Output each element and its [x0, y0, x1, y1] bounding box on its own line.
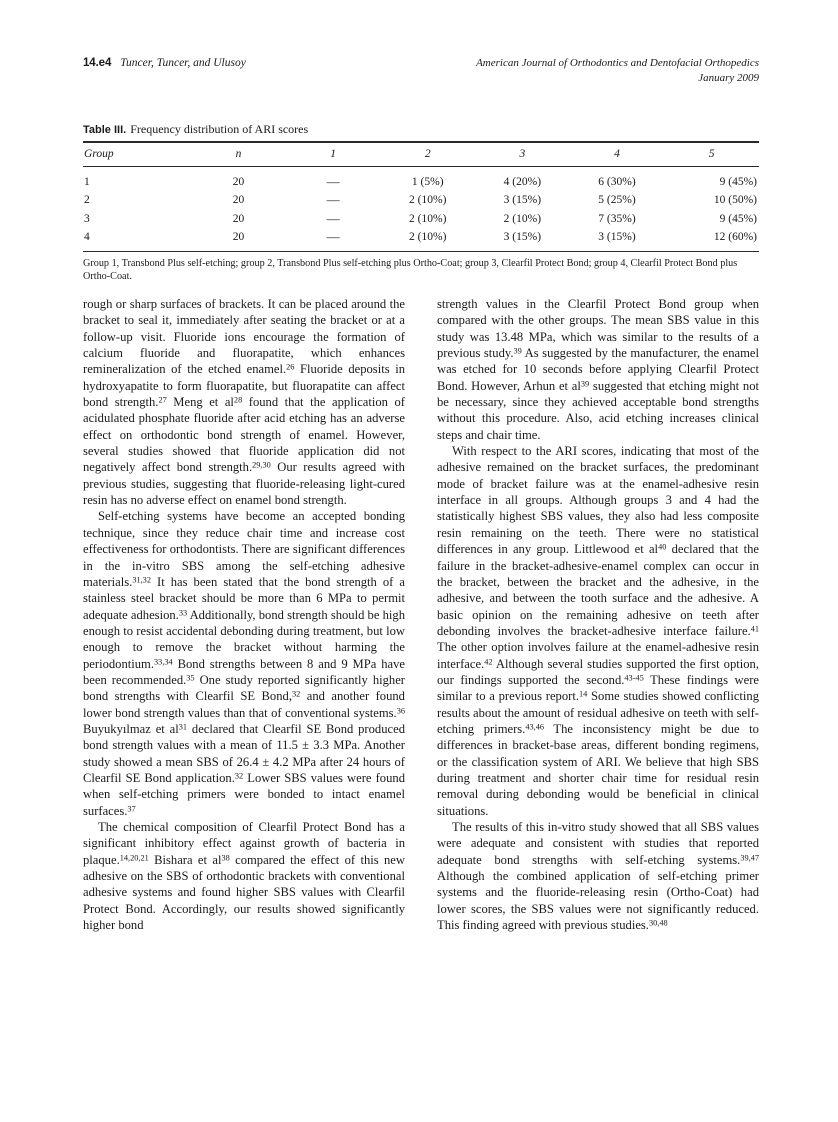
- column-header-n: n: [235, 148, 242, 160]
- table-footnote: Group 1, Transbond Plus self-etching; group 2, Transbond Plus self-etching plus Ortho-Coat; group 3, Clearfil Protect Bond; group 4, Clearfil Protect Bond plus Ortho-Coat.: [83, 258, 738, 283]
- running-head-authors: Tuncer, Tuncer, and Ulusoy: [120, 57, 246, 69]
- cell-score-5: 9 (45%): [719, 176, 757, 188]
- citation-ref: 43,46: [525, 722, 544, 732]
- cell-score-3: 3 (15%): [503, 231, 542, 244]
- citation-ref: 32: [234, 771, 244, 781]
- cell-score-2: 2 (10%): [409, 194, 447, 207]
- citation-ref: 14,20,21: [119, 853, 149, 863]
- running-head-right: [476, 56, 759, 85]
- text-run: suggested that etching might not be necessary, since they achieved acceptable bond strengths without this procedure. Also, acid etching increases clinical steps and chair time.: [437, 378, 760, 442]
- cell-group: 1: [84, 176, 90, 188]
- text-run: Buyukyılmaz et al: [83, 721, 179, 736]
- citation-ref: 38: [221, 853, 230, 863]
- column-header-score-4: 4: [614, 148, 620, 160]
- paragraph: [83, 508, 405, 819]
- cell-score-2: 2 (10%): [409, 212, 447, 225]
- text-run: With respect to the ARI scores, indicating that most of the adhesive remained on the bracket surfaces, the predominant mode of bracket failure was at the enamel-adhesive resin interface in all groups. Although groups 3 and 4 had the statistically highest SBS values, they also had less composite resin remaining on the teeth. There were no statistical differences in any group. Littlewood et al: [437, 444, 759, 557]
- cell-score-2: 2 (10%): [409, 231, 447, 244]
- table-row: [83, 228, 759, 251]
- text-run: and another found lower bond strength values than that of conventional systems.: [83, 689, 405, 720]
- text-run: Self-etching systems have become an accepted bonding technique, since they reduce chair time and increase cost effectiveness for orthodontists. There are significant differences in the in-vitro SBS among the self-etching adhesive materials.: [83, 509, 405, 589]
- cell-score-1: —: [326, 210, 340, 226]
- citation-ref: 41: [750, 624, 759, 634]
- citation-ref: 39: [580, 379, 590, 389]
- text-run: Some studies showed conflicting results about the amount of residual adhesive on teeth with self-etching primers.: [437, 689, 760, 736]
- citation-ref: 30,48: [648, 918, 668, 928]
- citation-ref: 29,30: [252, 460, 271, 470]
- column-header-group: Group: [84, 148, 114, 160]
- citation-ref: 35: [186, 673, 195, 683]
- cell-score-1: —: [326, 229, 340, 245]
- paragraph: [437, 296, 759, 443]
- cell-score-2: 1 (5%): [411, 176, 444, 188]
- cell-score-3: 3 (15%): [503, 194, 542, 207]
- cell-n: 20: [232, 212, 245, 225]
- paragraph: [83, 819, 405, 933]
- text-run: It has been stated that the bond strength of a stainless steel bracket should be more than 6 MPa to permit adequate adhesion.: [83, 574, 405, 622]
- running-head: [83, 56, 759, 85]
- citation-ref: 39: [513, 346, 522, 356]
- body-columns: [83, 296, 759, 933]
- column-header-score-5: 5: [708, 148, 715, 160]
- citation-ref: 39,47: [740, 853, 759, 863]
- text-run: Although several studies supported the first option, our findings supported the second.: [437, 656, 759, 687]
- table-body: [83, 167, 759, 252]
- table-row: [83, 191, 759, 209]
- text-run: Our results agreed with previous studies, suggesting that fluoride-releasing light-cured resin has no adverse effect on enamel bond strength.: [83, 460, 405, 508]
- text-run: Additionally, bond strength should be high enough to resist accidental debonding during treatment, but low enough to remove the bracket without harming the periodontium.: [83, 607, 405, 671]
- citation-ref: 27: [158, 395, 167, 405]
- citation-ref: 40: [658, 542, 667, 552]
- cell-score-5: 12 (60%): [713, 231, 757, 244]
- text-run: Meng et al: [166, 395, 234, 410]
- cell-score-3: 4 (20%): [503, 176, 542, 188]
- text-run: compared the effect of this new adhesive on the SBS of orthodontic brackets with conventional adhesive systems and found higher SBS values with Clearfil Protect Bond. Accordingly, our results showed significantly higher bond: [83, 852, 405, 933]
- text-run: Fluoride deposits in hydroxyapatite to form fluorapatite, but fluorapatite can affect bond strength.: [83, 362, 405, 410]
- cell-score-3: 2 (10%): [503, 212, 542, 225]
- citation-ref: 33: [178, 608, 188, 618]
- cell-n: 20: [232, 176, 245, 188]
- text-run: Bishara et al: [148, 852, 222, 867]
- citation-ref: 28: [233, 395, 243, 405]
- cell-group: 4: [84, 231, 90, 244]
- citation-ref: 14: [578, 689, 588, 699]
- citation-ref: 31,32: [132, 575, 151, 585]
- citation-ref: 33,34: [154, 657, 173, 667]
- journal-title: American Journal of Orthodontics and Dentofacial Orthopedics: [476, 57, 759, 69]
- citation-ref: 32: [291, 689, 301, 699]
- table-header-row: [83, 142, 759, 167]
- text-run: The inconsistency might be due to differences in bracket-base areas, different bonding regimens, or the classification system of ARI. We believe that high SBS during treatment and shorter chair time for residual resin removal during debonding would be beneficial in clinical situations.: [437, 721, 759, 818]
- text-run: Bond strengths between 8 and 9 MPa have been recommended.: [83, 656, 405, 687]
- table-caption: [83, 122, 759, 138]
- text-run: rough or sharp surfaces of brackets. It can be placed around the bracket to seal it, immediately after seating the bracket or at a follow-up visit. Fluoride ions encourage the formation of calcium fluoride and fluorapatite, which enhances remineralization of the etched enamel.: [83, 297, 405, 377]
- text-run: Although the combined application of self-etching primer systems and the fluoride-releasing resin (Ortho-Coat) had lower scores, the SBS values were not significantly reduced. This finding agreed with previous studies.: [437, 869, 759, 933]
- cell-score-4: 7 (35%): [598, 212, 636, 225]
- paragraph: [437, 819, 759, 933]
- text-run: These findings were similar to a previous report.: [437, 672, 759, 704]
- column-header-score-2: 2: [424, 148, 431, 160]
- table-label: Table III.: [83, 124, 127, 136]
- text-run: The results of this in-vitro study showed that all SBS values were adequate and consistent with studies that reported adequate bond strengths with self-etching systems.: [437, 820, 759, 867]
- right-column: [437, 296, 759, 933]
- citation-ref: 43-45: [624, 673, 644, 683]
- cell-n: 20: [232, 194, 245, 207]
- table-head: [83, 142, 759, 167]
- table-row: [83, 210, 759, 228]
- text-run: Lower SBS values were found when self-etching primers were bonded to intact enamel surfaces.: [83, 770, 405, 818]
- text-run: One study reported significantly higher bond strengths with Clearfil SE Bond,: [83, 672, 406, 704]
- citation-ref: 42: [484, 657, 493, 667]
- text-run: As suggested by the manufacturer, the enamel was etched for 10 seconds before applying Clearfil Protect Bond. However, Arhun et al: [437, 346, 759, 393]
- citation-ref: 31: [178, 722, 188, 732]
- text-run: declared that Clearfil SE Bond produced bond strength values with a mean of 11.5 ± 3.3 MPa. Another study showed a mean SBS of 26.4 ± 4.2 MPa after 24 hours of Clearfil SE Bond application.: [83, 721, 405, 785]
- column-header-score-1: 1: [330, 148, 336, 160]
- running-head-left: [83, 56, 246, 70]
- cell-score-4: 6 (30%): [598, 176, 636, 188]
- cell-group: 3: [84, 212, 90, 225]
- paragraph: [437, 443, 759, 819]
- cell-n: 20: [232, 231, 245, 244]
- cell-score-4: 5 (25%): [598, 194, 636, 207]
- paragraph: [83, 296, 405, 508]
- cell-score-5: 10 (50%): [713, 194, 757, 207]
- cell-group: 2: [84, 194, 90, 207]
- left-column: [83, 296, 405, 933]
- citation-ref: 37: [127, 804, 136, 814]
- text-run: declared that the failure in the bracket-adhesive-enamel complex can occur in the bracket, between the bracket and the adhesive, in the adhesive, and between the tooth surface and the adhesive. A basic opinion on the remaining adhesive on teeth after debonding involves the bracket-adhesive interface failure.: [437, 542, 759, 638]
- text-run: strength values in the Clearfil Protect Bond group when compared with the other groups. The mean SBS value in this study was 13.48 MPa, which was similar to the results of a previous study.: [437, 297, 759, 361]
- cell-score-1: —: [326, 192, 340, 208]
- page-folio: 14.e4: [83, 57, 112, 69]
- issue-date: January 2009: [698, 71, 759, 84]
- table-title: Frequency distribution of ARI scores: [130, 122, 309, 136]
- text-run: The chemical composition of Clearfil Protect Bond has a significant inhibitory effect against growth of bacteria in plaque.: [83, 820, 405, 867]
- cell-score-1: —: [326, 174, 340, 189]
- text-run: The other option involves failure at the enamel-adhesive resin interface.: [437, 640, 759, 671]
- column-header-score-3: 3: [519, 148, 526, 160]
- cell-score-5: 9 (45%): [719, 212, 757, 225]
- cell-score-4: 3 (15%): [598, 231, 636, 244]
- text-run: found that the application of acidulated phosphate fluoride after acid etching has an adverse effect on orthodontic bond strength of enamel. However, several studies showed that fluoride application did not negatively affect bond strength.: [83, 395, 405, 475]
- citation-ref: 26: [286, 362, 295, 372]
- citation-ref: 36: [396, 706, 405, 716]
- table-row: [83, 167, 759, 192]
- table-block: [83, 122, 759, 284]
- ari-frequency-table: [83, 141, 759, 251]
